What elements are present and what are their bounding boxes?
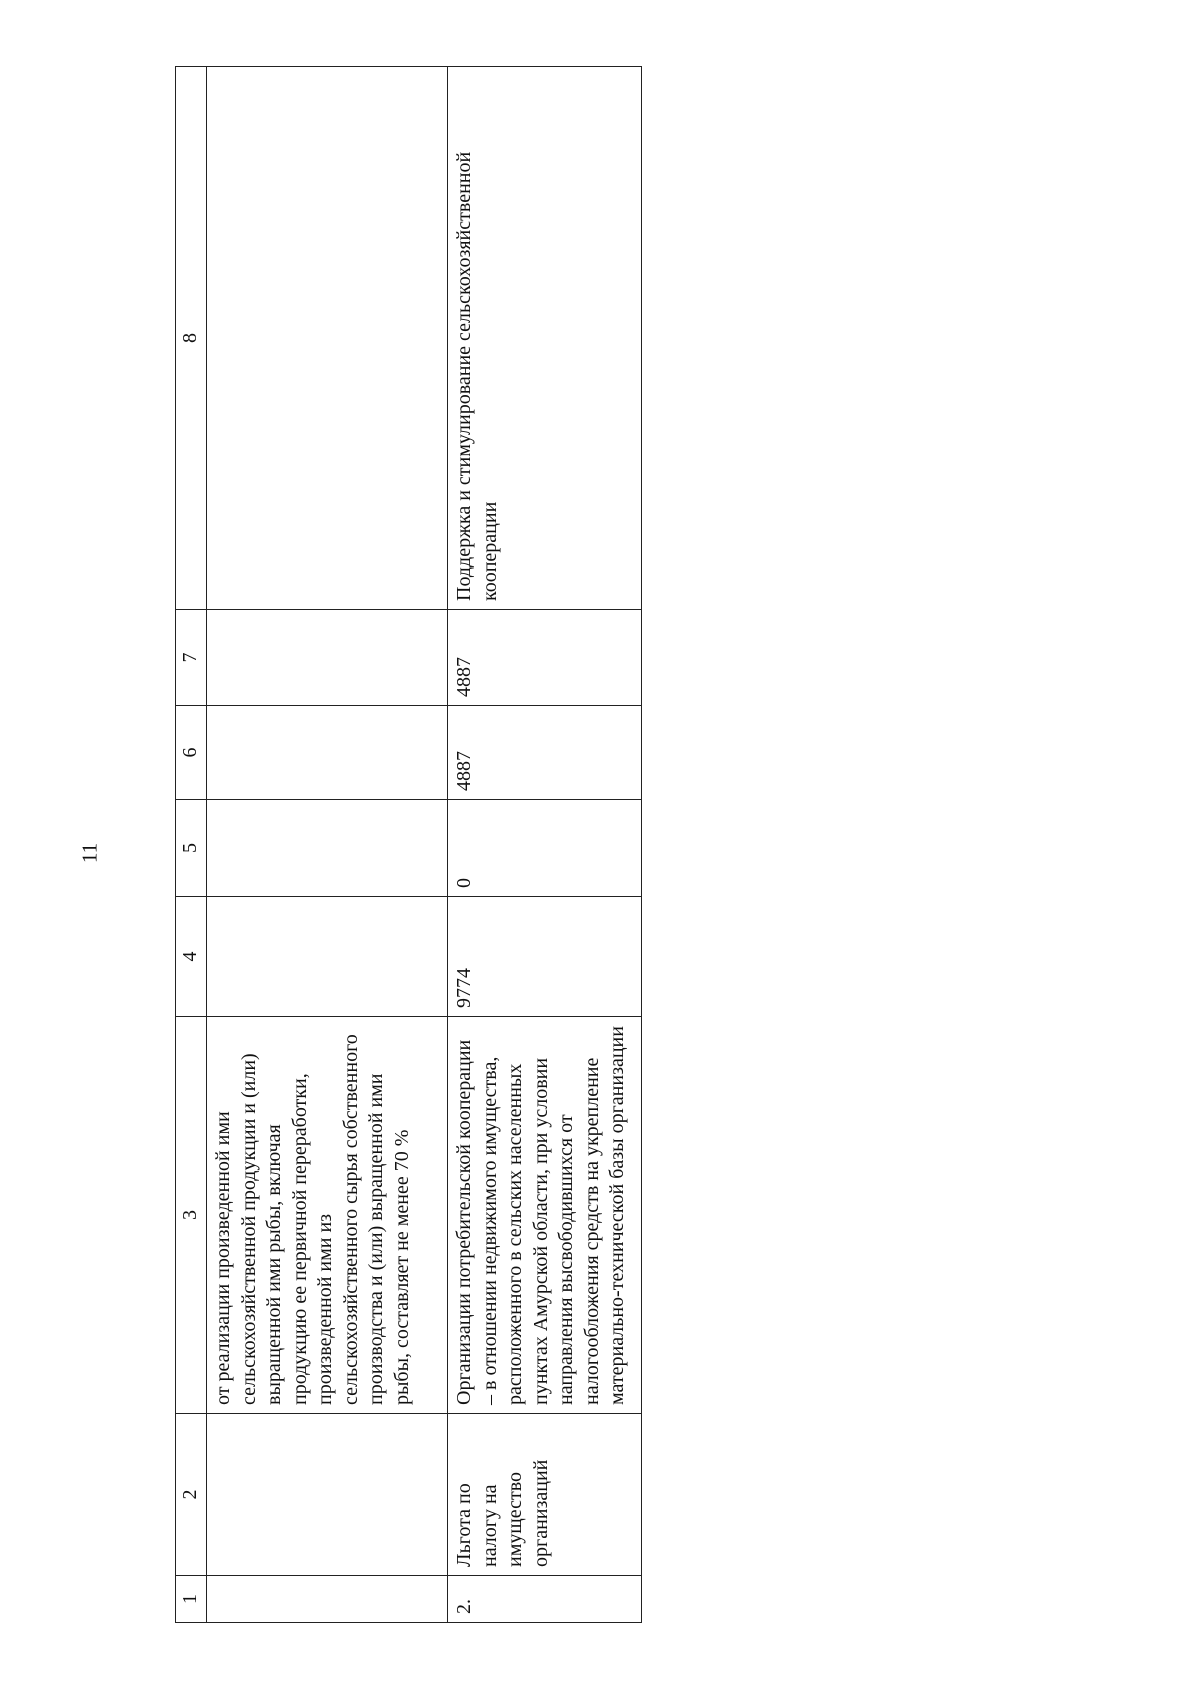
table-cell (207, 800, 448, 897)
page-number: 11 (77, 842, 102, 864)
table-row (448, 67, 642, 1623)
table-cell-goal: Поддержка и стимулирование сельскохозяйственной кооперации (448, 67, 642, 610)
header-cell: 6 (176, 706, 207, 800)
table-row (207, 67, 448, 1623)
table-cell-number: 2. (448, 1576, 642, 1623)
table-cell (207, 67, 448, 610)
table-cell-condition: от реализации произведенной ими сельскохозяйственной продукции и (или) выращенной ими рыбы, включая продукцию ее первичной переработки, произведенной ими из сельскохозяйственного сырья собственного производства и (или) выращенной ими рыбы, составляет не менее 70 % (207, 1017, 448, 1414)
table-cell-value: 4887 (448, 610, 642, 706)
header-cell: 8 (176, 67, 207, 610)
header-cell: 7 (176, 610, 207, 706)
header-cell: 5 (176, 800, 207, 897)
rotated-page-content (175, 67, 640, 1623)
table-header-row (176, 67, 207, 1623)
table-cell (207, 610, 448, 706)
header-cell: 4 (176, 897, 207, 1017)
header-cell: 3 (176, 1017, 207, 1414)
table-cell (207, 1576, 448, 1623)
header-cell: 2 (176, 1414, 207, 1576)
table-cell-condition: Организации потребительской кооперации – в отношении недвижимого имущества, расположенного в сельских населенных пунктах Амурской области, при условии направления высвободившихся от налогообложения средств на укрепление материально-технической базы организации (448, 1017, 642, 1414)
table-cell-value: 0 (448, 800, 642, 897)
table-cell-value: 4887 (448, 706, 642, 800)
table-cell-benefit-name: Льгота по налогу на имущество организаций (448, 1414, 642, 1576)
table-cell (207, 897, 448, 1017)
table-cell-value: 9774 (448, 897, 642, 1017)
table-cell (207, 706, 448, 800)
benefits-table (175, 66, 642, 1623)
header-cell: 1 (176, 1576, 207, 1623)
table-cell (207, 1414, 448, 1576)
